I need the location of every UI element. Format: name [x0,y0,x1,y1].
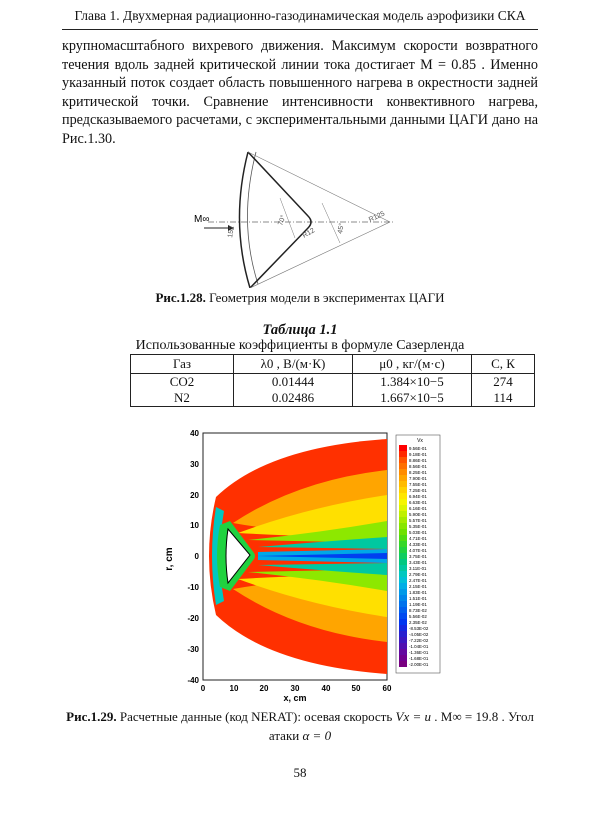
figure-1-29-caption [62,707,538,745]
caption-29-label: Рис.1.29. [66,709,117,724]
legend-value: 4.71E-01 [409,536,427,541]
legend-value: 8.86E-01 [409,458,427,463]
color-legend [396,435,440,673]
caption-29-text2: . [431,709,441,724]
cone-extension-top [248,152,390,222]
legend-swatch [399,469,407,475]
legend-value: 9.18E-01 [409,452,427,457]
legend-swatch [399,553,407,559]
legend-swatch [399,487,407,493]
legend-value: -1.04E-01 [409,644,429,649]
legend-swatch [399,511,407,517]
legend-swatch [399,637,407,643]
legend-value: 5.03E-01 [409,530,427,535]
mach-formula: M = 0.85 [420,56,477,73]
legend-swatch [399,601,407,607]
y-tick-label: -30 [187,645,199,654]
legend-swatch [399,517,407,523]
legend-swatch [399,457,407,463]
legend-value: 1.51E-01 [409,596,427,601]
legend-swatch [399,493,407,499]
label-mach: M∞ [194,214,210,225]
cell-gas: CO2 [131,374,234,391]
cell-mu: 1.667×10−5 [353,390,472,407]
legend-value: 4.33E-01 [409,542,427,547]
paragraph-part1: крупномасштабного вихревого движения. Максимум скорости возвратного течения вдоль задней критической линии тока достигает [62,38,538,73]
label-angle-70: 70° [277,214,288,227]
legend-value: 2.79E-01 [409,572,427,577]
caption-28-text: Геометрия модели в экспериментах ЦАГИ [205,290,445,305]
legend-value: 9.56E-01 [409,446,427,451]
y-tick-label: -10 [187,583,199,592]
legend-swatch [399,463,407,469]
running-header: Глава 1. Двухмерная радиационно-газодинамическая модель аэрофизики СКА [74,8,526,23]
legend-swatch [399,505,407,511]
legend-swatch [399,541,407,547]
x-axis [201,684,392,703]
table-row [131,390,535,407]
legend-value: 3.75E-01 [409,554,427,559]
legend-swatch [399,499,407,505]
legend-value: 2.15E-01 [409,584,427,589]
legend-value: 2.47E-01 [409,578,427,583]
legend-value: 4.07E-01 [409,548,427,553]
legend-swatch [399,475,407,481]
legend-swatch [399,655,407,661]
legend-swatch [399,583,407,589]
legend-swatch [399,523,407,529]
legend-value: -1.36E-01 [409,650,429,655]
caption-28-label: Рис.1.28. [155,290,206,305]
table-header-row [131,355,535,374]
legend-swatch [399,595,407,601]
cell-c: 114 [472,390,535,407]
legend-value: 6.63E-01 [409,500,427,505]
x-tick-label: 60 [382,684,392,693]
legend-swatch [399,643,407,649]
legend-swatch [399,565,407,571]
table-title: Таблица 1.1 [262,322,338,338]
col-c: С, К [472,355,535,374]
legend-value: 7.25E-01 [409,488,427,493]
legend-value: 5.57E-01 [409,518,427,523]
y-axis [164,429,200,685]
legend-swatch [399,619,407,625]
cell-lambda: 0.02486 [234,390,353,407]
legend-value: 1.19E-01 [409,602,427,607]
legend-swatch [399,613,407,619]
cell-gas: N2 [131,390,234,407]
y-tick-label: 20 [190,491,199,500]
legend-title: Vx [417,438,423,444]
cell-c: 274 [472,374,535,391]
table-subtitle: Использованные коэффициенты в формуле Сазерленда [135,338,465,353]
legend-value: 8.73E-02 [409,608,427,613]
sutherland-coefficients-table [130,354,535,407]
legend-swatch [399,451,407,457]
y-tick-label: 30 [190,460,199,469]
legend-swatch [399,661,407,667]
caption-29-text3: . Угол атаки [268,709,534,743]
legend-swatch [399,577,407,583]
legend-value: -2.00E-01 [409,662,429,667]
legend-value: 5.90E-01 [409,512,427,517]
legend-value: -1.68E-01 [409,656,429,661]
legend-value: 5.35E-01 [409,524,427,529]
legend-value: 8.56E-01 [409,464,427,469]
y-tick-label: 10 [190,521,199,530]
legend-swatch [399,625,407,631]
figure-1-29-contour-plot [158,425,442,703]
figure-1-28-geometry [190,138,410,288]
legend-value: 3.43E-01 [409,560,427,565]
front-shield-outer [239,152,250,288]
legend-value: 3.11E-01 [409,566,427,571]
x-tick-label: 40 [321,684,331,693]
legend-swatch [399,589,407,595]
legend-swatch [399,529,407,535]
legend-value: 1.83E-01 [409,590,427,595]
cell-mu: 1.384×10−5 [353,374,472,391]
cell-lambda: 0.01444 [234,374,353,391]
caption-29-text1: Расчетные данные (код NERAT): осевая скорость [116,709,396,724]
y-axis-label: r, cm [164,547,175,571]
y-tick-label: 0 [194,552,199,561]
x-tick-label: 30 [290,684,300,693]
x-tick-label: 10 [229,684,239,693]
legend-value: 8.25E-01 [409,470,427,475]
legend-swatch [399,571,407,577]
legend-swatch [399,481,407,487]
label-r125: R125 [367,210,387,224]
col-mu: μ0 , кг/(м·с) [353,355,472,374]
legend-value: -4.05E-02 [409,632,429,637]
caption-29-math1: Vx = u [395,709,432,724]
legend-value: 6.94E-01 [409,494,427,499]
y-tick-label: -20 [187,614,199,623]
caption-29-math3: α = 0 [302,728,332,743]
col-gas: Газ [131,355,234,374]
body-paragraph [62,37,538,149]
label-angle-45: 45° [337,222,346,235]
x-tick-label: 50 [351,684,361,693]
legend-value: 6.16E-01 [409,506,427,511]
legend-value: -7.22E-02 [409,638,429,643]
legend-swatch [399,547,407,553]
front-shield-inner [247,152,258,284]
x-tick-label: 20 [259,684,269,693]
paragraph-part2: . Именно указанный поток создает область повышенного нагрева в окрестности задней критической точки. Сравнение интенсивности конвективного нагрева, предсказываемого расчетами, с экспериментальными данными ЦАГИ дано на Рис.1.30. [62,56,538,147]
figure-1-28-caption [62,290,538,306]
page-number: 58 [293,765,307,780]
legend-swatch [399,631,407,637]
x-axis-label: x, cm [283,693,307,703]
legend-value: -8.53E-02 [409,626,429,631]
header-rule [62,29,538,30]
legend-value: 7.90E-01 [409,476,427,481]
legend-value: 5.56E-02 [409,614,427,619]
table-row [131,374,535,391]
legend-swatch [399,445,407,451]
label-r12: R12 [301,227,317,240]
x-tick-label: 0 [200,684,206,693]
cone-extension-bottom [250,222,390,288]
legend-swatch [399,559,407,565]
label-r152: 152 [227,225,236,239]
caption-29-math2: M∞ = 19.8 [440,709,499,724]
legend-value: 2.35E-02 [409,620,427,625]
legend-swatch [399,535,407,541]
legend-swatch [399,607,407,613]
col-lambda: λ0 , В/(м·К) [234,355,353,374]
legend-swatch [399,649,407,655]
y-tick-label: -40 [187,676,199,685]
legend-value: 7.55E-01 [409,482,427,487]
y-tick-label: 40 [190,429,199,438]
